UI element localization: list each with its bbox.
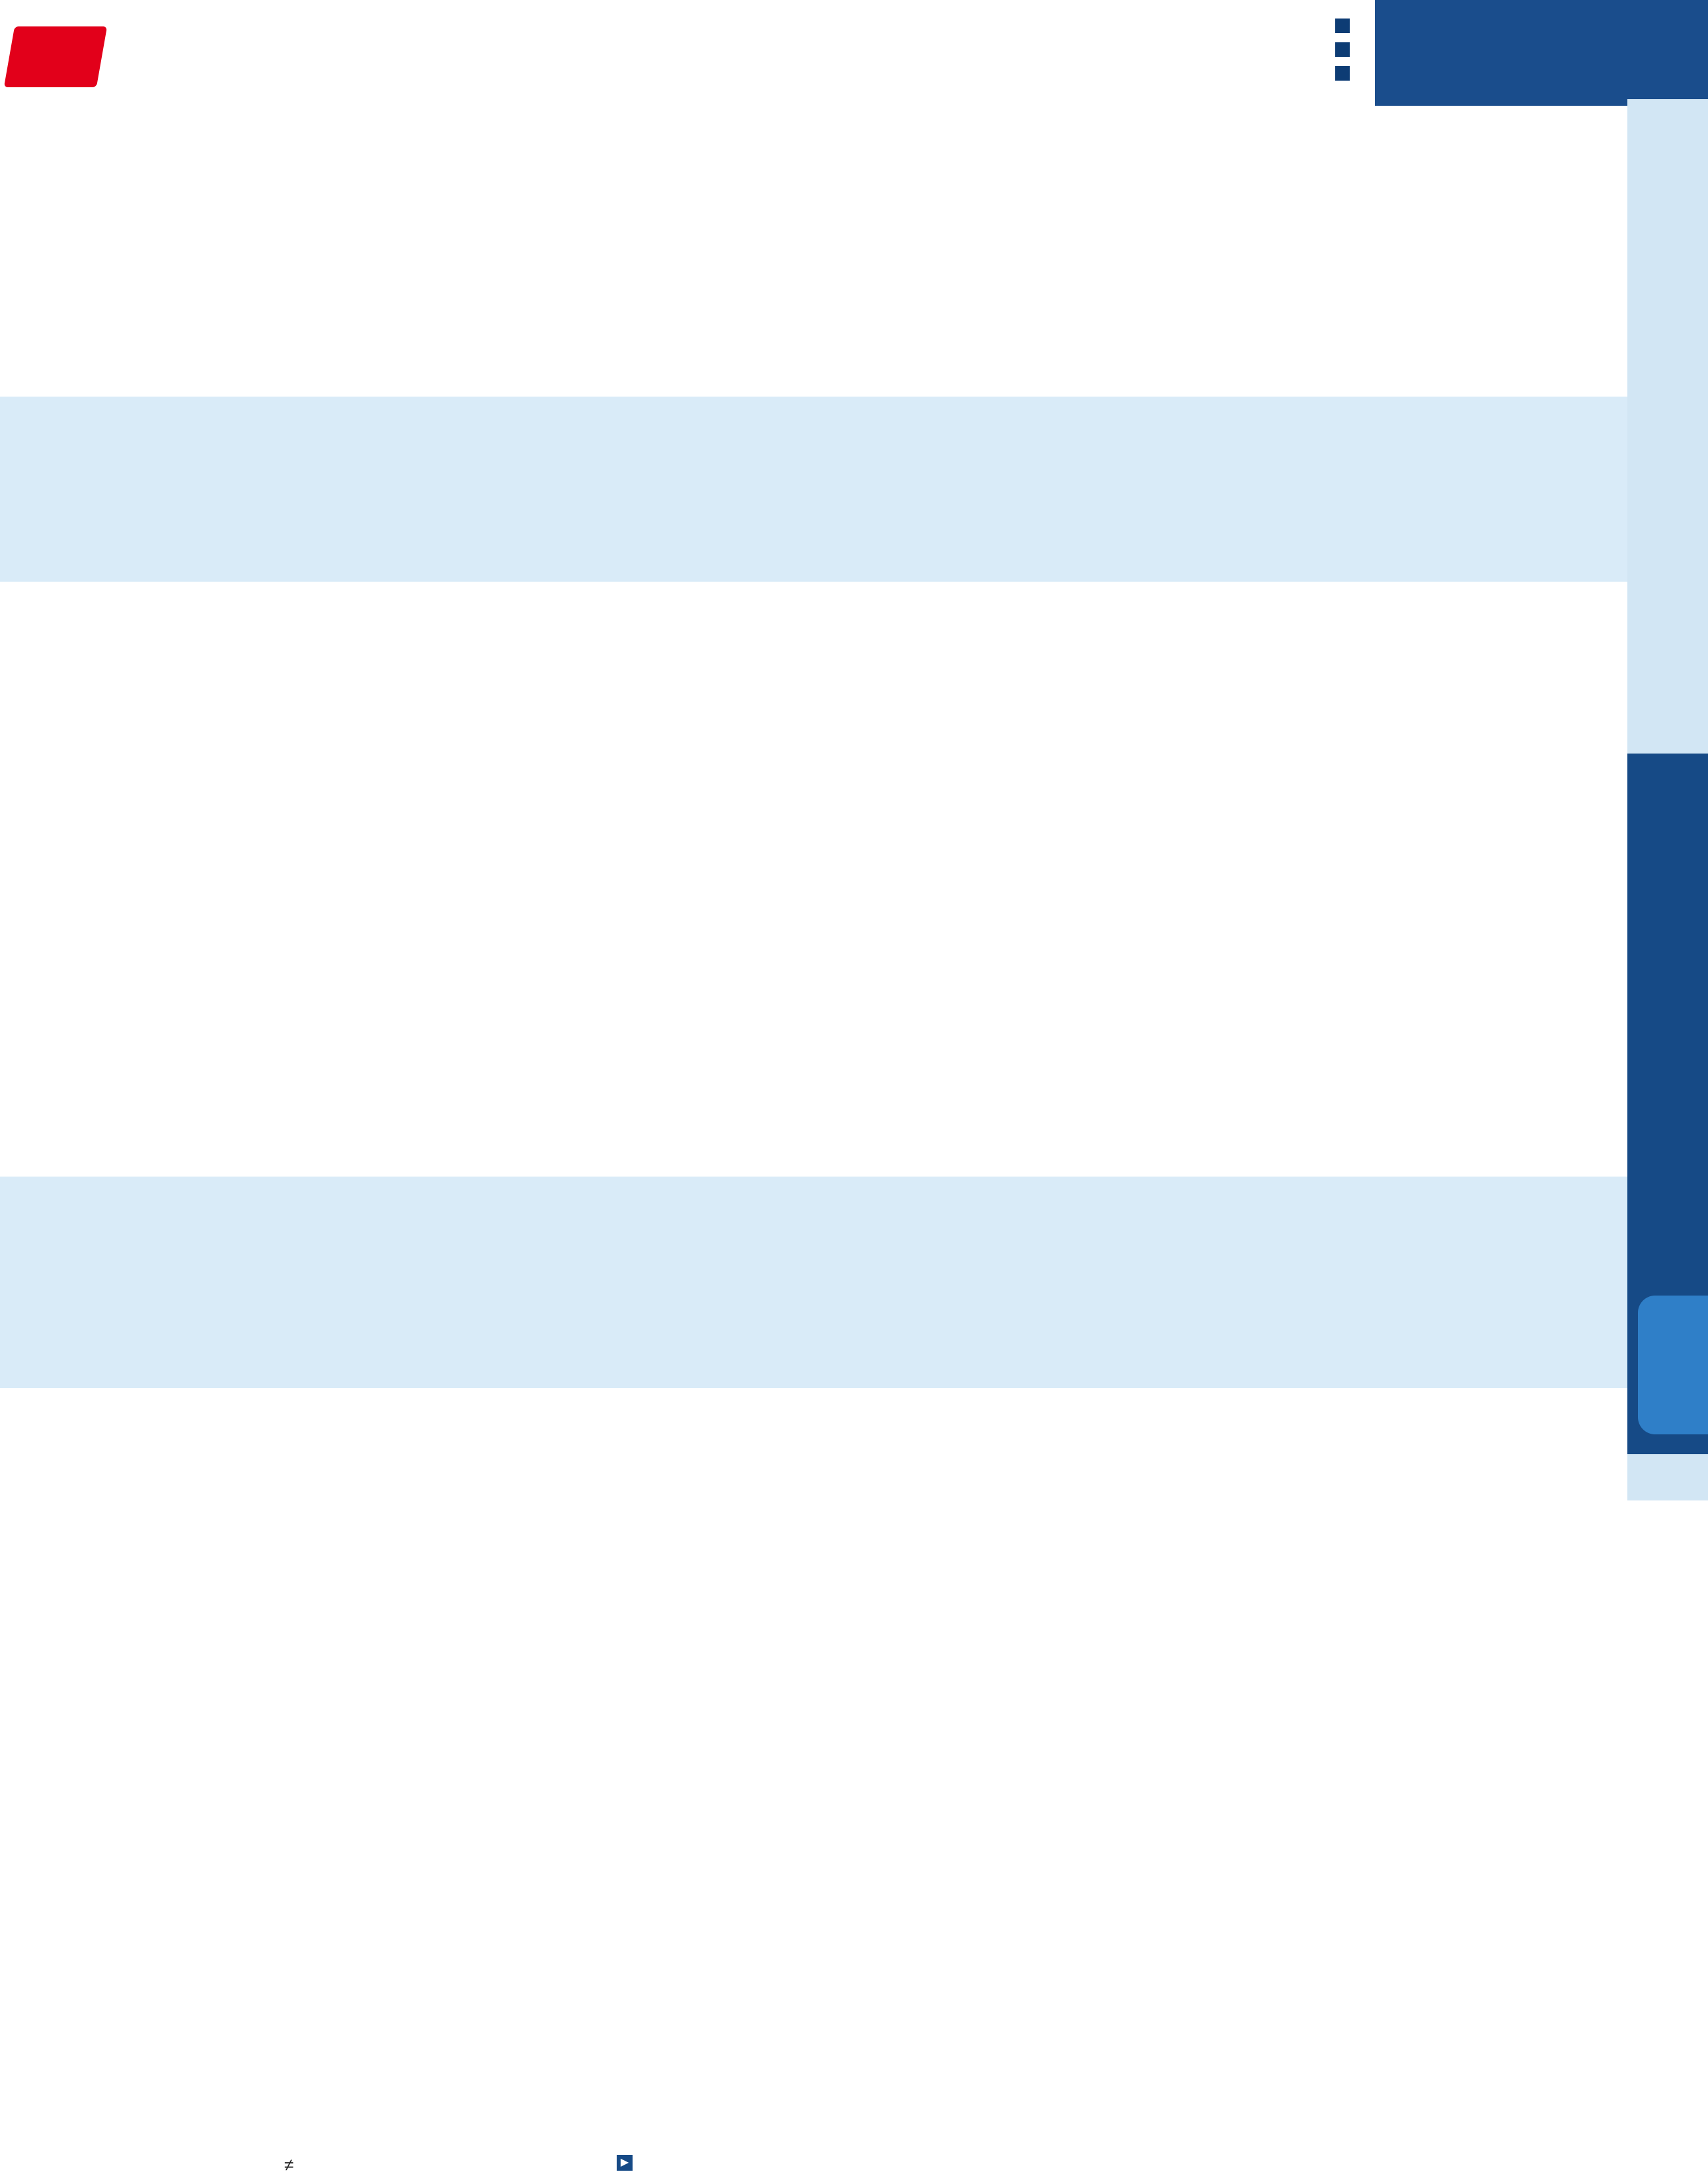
hoerfilm-icon: ≠ xyxy=(284,2155,294,2175)
legend-footer xyxy=(0,2142,1708,2176)
tv-movie-logo xyxy=(9,15,280,87)
time-band-14 xyxy=(0,397,1708,582)
logo-tv xyxy=(4,26,107,87)
day-tab-mo[interactable] xyxy=(1638,1296,1708,1434)
weekday-label xyxy=(1375,0,1708,106)
page-header xyxy=(0,0,1708,99)
time-rail xyxy=(1627,99,1708,1500)
play-icon: ▶ xyxy=(617,2155,633,2171)
dots-separator-icon xyxy=(1335,19,1352,85)
time-band-late xyxy=(0,1177,1627,1388)
